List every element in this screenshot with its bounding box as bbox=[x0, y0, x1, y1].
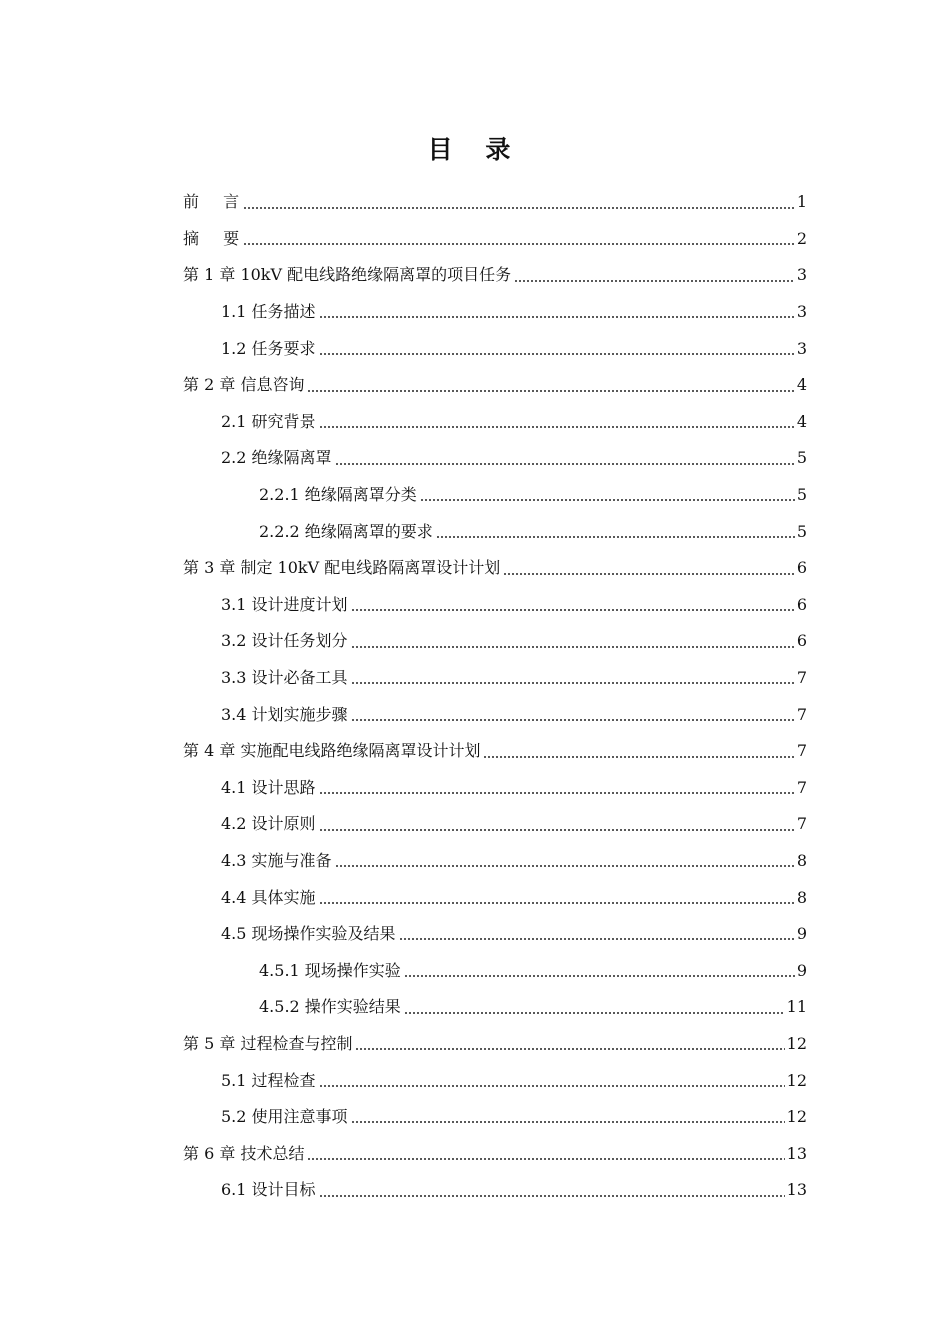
toc-entry-label: 3.4 计划实施步骤 bbox=[221, 704, 348, 724]
toc-entry[interactable] bbox=[183, 587, 807, 624]
toc-entry-page-number: 2 bbox=[796, 228, 807, 248]
toc-entry-page-number: 7 bbox=[796, 704, 807, 724]
toc-entry-label: 5.1 过程检查 bbox=[221, 1070, 316, 1090]
dot-leader bbox=[351, 719, 795, 721]
toc-entry-label: 第 5 章 过程检查与控制 bbox=[183, 1033, 353, 1053]
toc-entry[interactable] bbox=[183, 696, 807, 733]
toc-entry[interactable] bbox=[183, 550, 807, 587]
toc-entry-label: 4.5.1 现场操作实验 bbox=[259, 960, 401, 980]
table-of-contents bbox=[183, 184, 807, 1209]
dot-leader bbox=[503, 573, 795, 575]
toc-entry-page-number: 1 bbox=[796, 192, 807, 212]
toc-entry[interactable] bbox=[183, 989, 807, 1026]
toc-entry-label: 3.2 设计任务划分 bbox=[221, 631, 348, 651]
toc-entry-page-number: 3 bbox=[796, 265, 807, 285]
dot-leader bbox=[319, 426, 795, 428]
toc-entry[interactable] bbox=[183, 660, 807, 697]
toc-entry-page-number: 8 bbox=[796, 887, 807, 907]
toc-entry[interactable] bbox=[183, 367, 807, 404]
dot-leader bbox=[335, 865, 795, 867]
dot-leader bbox=[319, 902, 795, 904]
dot-leader bbox=[355, 1048, 784, 1050]
toc-entry-label: 5.2 使用注意事项 bbox=[221, 1107, 348, 1127]
toc-entry-label: 3.1 设计进度计划 bbox=[221, 594, 348, 614]
dot-leader bbox=[351, 682, 795, 684]
toc-entry-page-number: 7 bbox=[796, 814, 807, 834]
toc-entry-page-number: 12 bbox=[786, 1107, 807, 1127]
toc-entry[interactable] bbox=[183, 806, 807, 843]
toc-entry-label: 2.2.2 绝缘隔离罩的要求 bbox=[259, 521, 433, 541]
toc-entry-page-number: 9 bbox=[796, 960, 807, 980]
toc-entry[interactable] bbox=[183, 879, 807, 916]
dot-leader bbox=[351, 609, 795, 611]
toc-entry[interactable] bbox=[183, 221, 807, 258]
toc-entry-page-number: 7 bbox=[796, 668, 807, 688]
toc-entry-page-number: 5 bbox=[796, 448, 807, 468]
dot-leader bbox=[307, 390, 794, 392]
toc-entry-label: 1.1 任务描述 bbox=[221, 302, 316, 322]
dot-leader bbox=[319, 316, 795, 318]
toc-entry-label: 4.2 设计原则 bbox=[221, 814, 316, 834]
toc-entry-label: 第 2 章 信息咨询 bbox=[183, 375, 305, 395]
toc-entry[interactable] bbox=[183, 440, 807, 477]
dot-leader bbox=[436, 536, 795, 538]
dot-leader bbox=[319, 1195, 785, 1197]
toc-entry-label: 第 3 章 制定 10kV 配电线路隔离罩设计计划 bbox=[183, 558, 501, 578]
toc-entry[interactable] bbox=[183, 623, 807, 660]
dot-leader bbox=[319, 792, 795, 794]
toc-entry[interactable] bbox=[183, 513, 807, 550]
dot-leader bbox=[335, 463, 795, 465]
toc-entry-page-number: 3 bbox=[796, 302, 807, 322]
dot-leader bbox=[514, 280, 795, 282]
dot-leader bbox=[351, 646, 795, 648]
toc-entry[interactable] bbox=[183, 1026, 807, 1063]
toc-entry[interactable] bbox=[183, 184, 807, 221]
toc-entry[interactable] bbox=[183, 1172, 807, 1209]
toc-entry[interactable] bbox=[183, 1135, 807, 1172]
dot-leader bbox=[399, 938, 795, 940]
dot-leader bbox=[319, 1085, 785, 1087]
toc-entry-label: 4.3 实施与准备 bbox=[221, 850, 332, 870]
dot-leader bbox=[404, 1012, 785, 1014]
toc-entry-label: 摘 要 bbox=[183, 228, 241, 248]
toc-entry-label: 6.1 设计目标 bbox=[221, 1180, 316, 1200]
toc-entry[interactable] bbox=[183, 770, 807, 807]
toc-entry-page-number: 5 bbox=[796, 485, 807, 505]
toc-entry-page-number: 8 bbox=[796, 850, 807, 870]
toc-entry-page-number: 4 bbox=[796, 411, 807, 431]
toc-entry-page-number: 5 bbox=[796, 521, 807, 541]
toc-entry-page-number: 9 bbox=[796, 924, 807, 944]
toc-entry[interactable] bbox=[183, 733, 807, 770]
toc-entry-page-number: 7 bbox=[796, 741, 807, 761]
toc-entry-page-number: 6 bbox=[796, 558, 807, 578]
toc-entry-label: 1.2 任务要求 bbox=[221, 338, 316, 358]
toc-entry-label: 前 言 bbox=[183, 192, 241, 212]
toc-entry-label: 第 4 章 实施配电线路绝缘隔离罩设计计划 bbox=[183, 741, 481, 761]
toc-entry-page-number: 11 bbox=[786, 997, 807, 1017]
toc-entry-page-number: 12 bbox=[786, 1033, 807, 1053]
toc-entry[interactable] bbox=[183, 404, 807, 441]
toc-entry-page-number: 3 bbox=[796, 338, 807, 358]
dot-leader bbox=[351, 1121, 785, 1123]
toc-entry-label: 2.1 研究背景 bbox=[221, 411, 316, 431]
toc-entry[interactable] bbox=[183, 1099, 807, 1136]
toc-entry-page-number: 6 bbox=[796, 631, 807, 651]
toc-entry-label: 4.5 现场操作实验及结果 bbox=[221, 924, 396, 944]
toc-entry-label: 2.2.1 绝缘隔离罩分类 bbox=[259, 485, 417, 505]
toc-entry-label: 3.3 设计必备工具 bbox=[221, 668, 348, 688]
toc-entry[interactable] bbox=[183, 294, 807, 331]
toc-entry-page-number: 13 bbox=[786, 1143, 807, 1163]
toc-entry-label: 第 1 章 10kV 配电线路绝缘隔离罩的项目任务 bbox=[183, 265, 512, 285]
dot-leader bbox=[404, 975, 795, 977]
dot-leader bbox=[483, 756, 794, 758]
toc-entry-page-number: 4 bbox=[796, 375, 807, 395]
toc-entry[interactable] bbox=[183, 952, 807, 989]
dot-leader bbox=[319, 829, 795, 831]
toc-entry-label: 4.1 设计思路 bbox=[221, 777, 316, 797]
toc-entry[interactable] bbox=[183, 330, 807, 367]
toc-entry-label: 4.5.2 操作实验结果 bbox=[259, 997, 401, 1017]
dot-leader bbox=[307, 1158, 784, 1160]
dot-leader bbox=[243, 207, 795, 209]
toc-entry-page-number: 12 bbox=[786, 1070, 807, 1090]
dot-leader bbox=[243, 243, 795, 245]
toc-entry[interactable] bbox=[183, 843, 807, 880]
toc-entry-page-number: 13 bbox=[786, 1180, 807, 1200]
toc-entry-page-number: 6 bbox=[796, 594, 807, 614]
toc-entry[interactable] bbox=[183, 477, 807, 514]
dot-leader bbox=[420, 499, 795, 501]
toc-title: 目 录 bbox=[427, 135, 523, 164]
toc-entry-label: 第 6 章 技术总结 bbox=[183, 1143, 305, 1163]
toc-entry-label: 2.2 绝缘隔离罩 bbox=[221, 448, 332, 468]
toc-entry[interactable] bbox=[183, 257, 807, 294]
toc-entry[interactable] bbox=[183, 916, 807, 953]
toc-entry[interactable] bbox=[183, 1062, 807, 1099]
dot-leader bbox=[319, 353, 795, 355]
toc-entry-label: 4.4 具体实施 bbox=[221, 887, 316, 907]
toc-entry-page-number: 7 bbox=[796, 777, 807, 797]
